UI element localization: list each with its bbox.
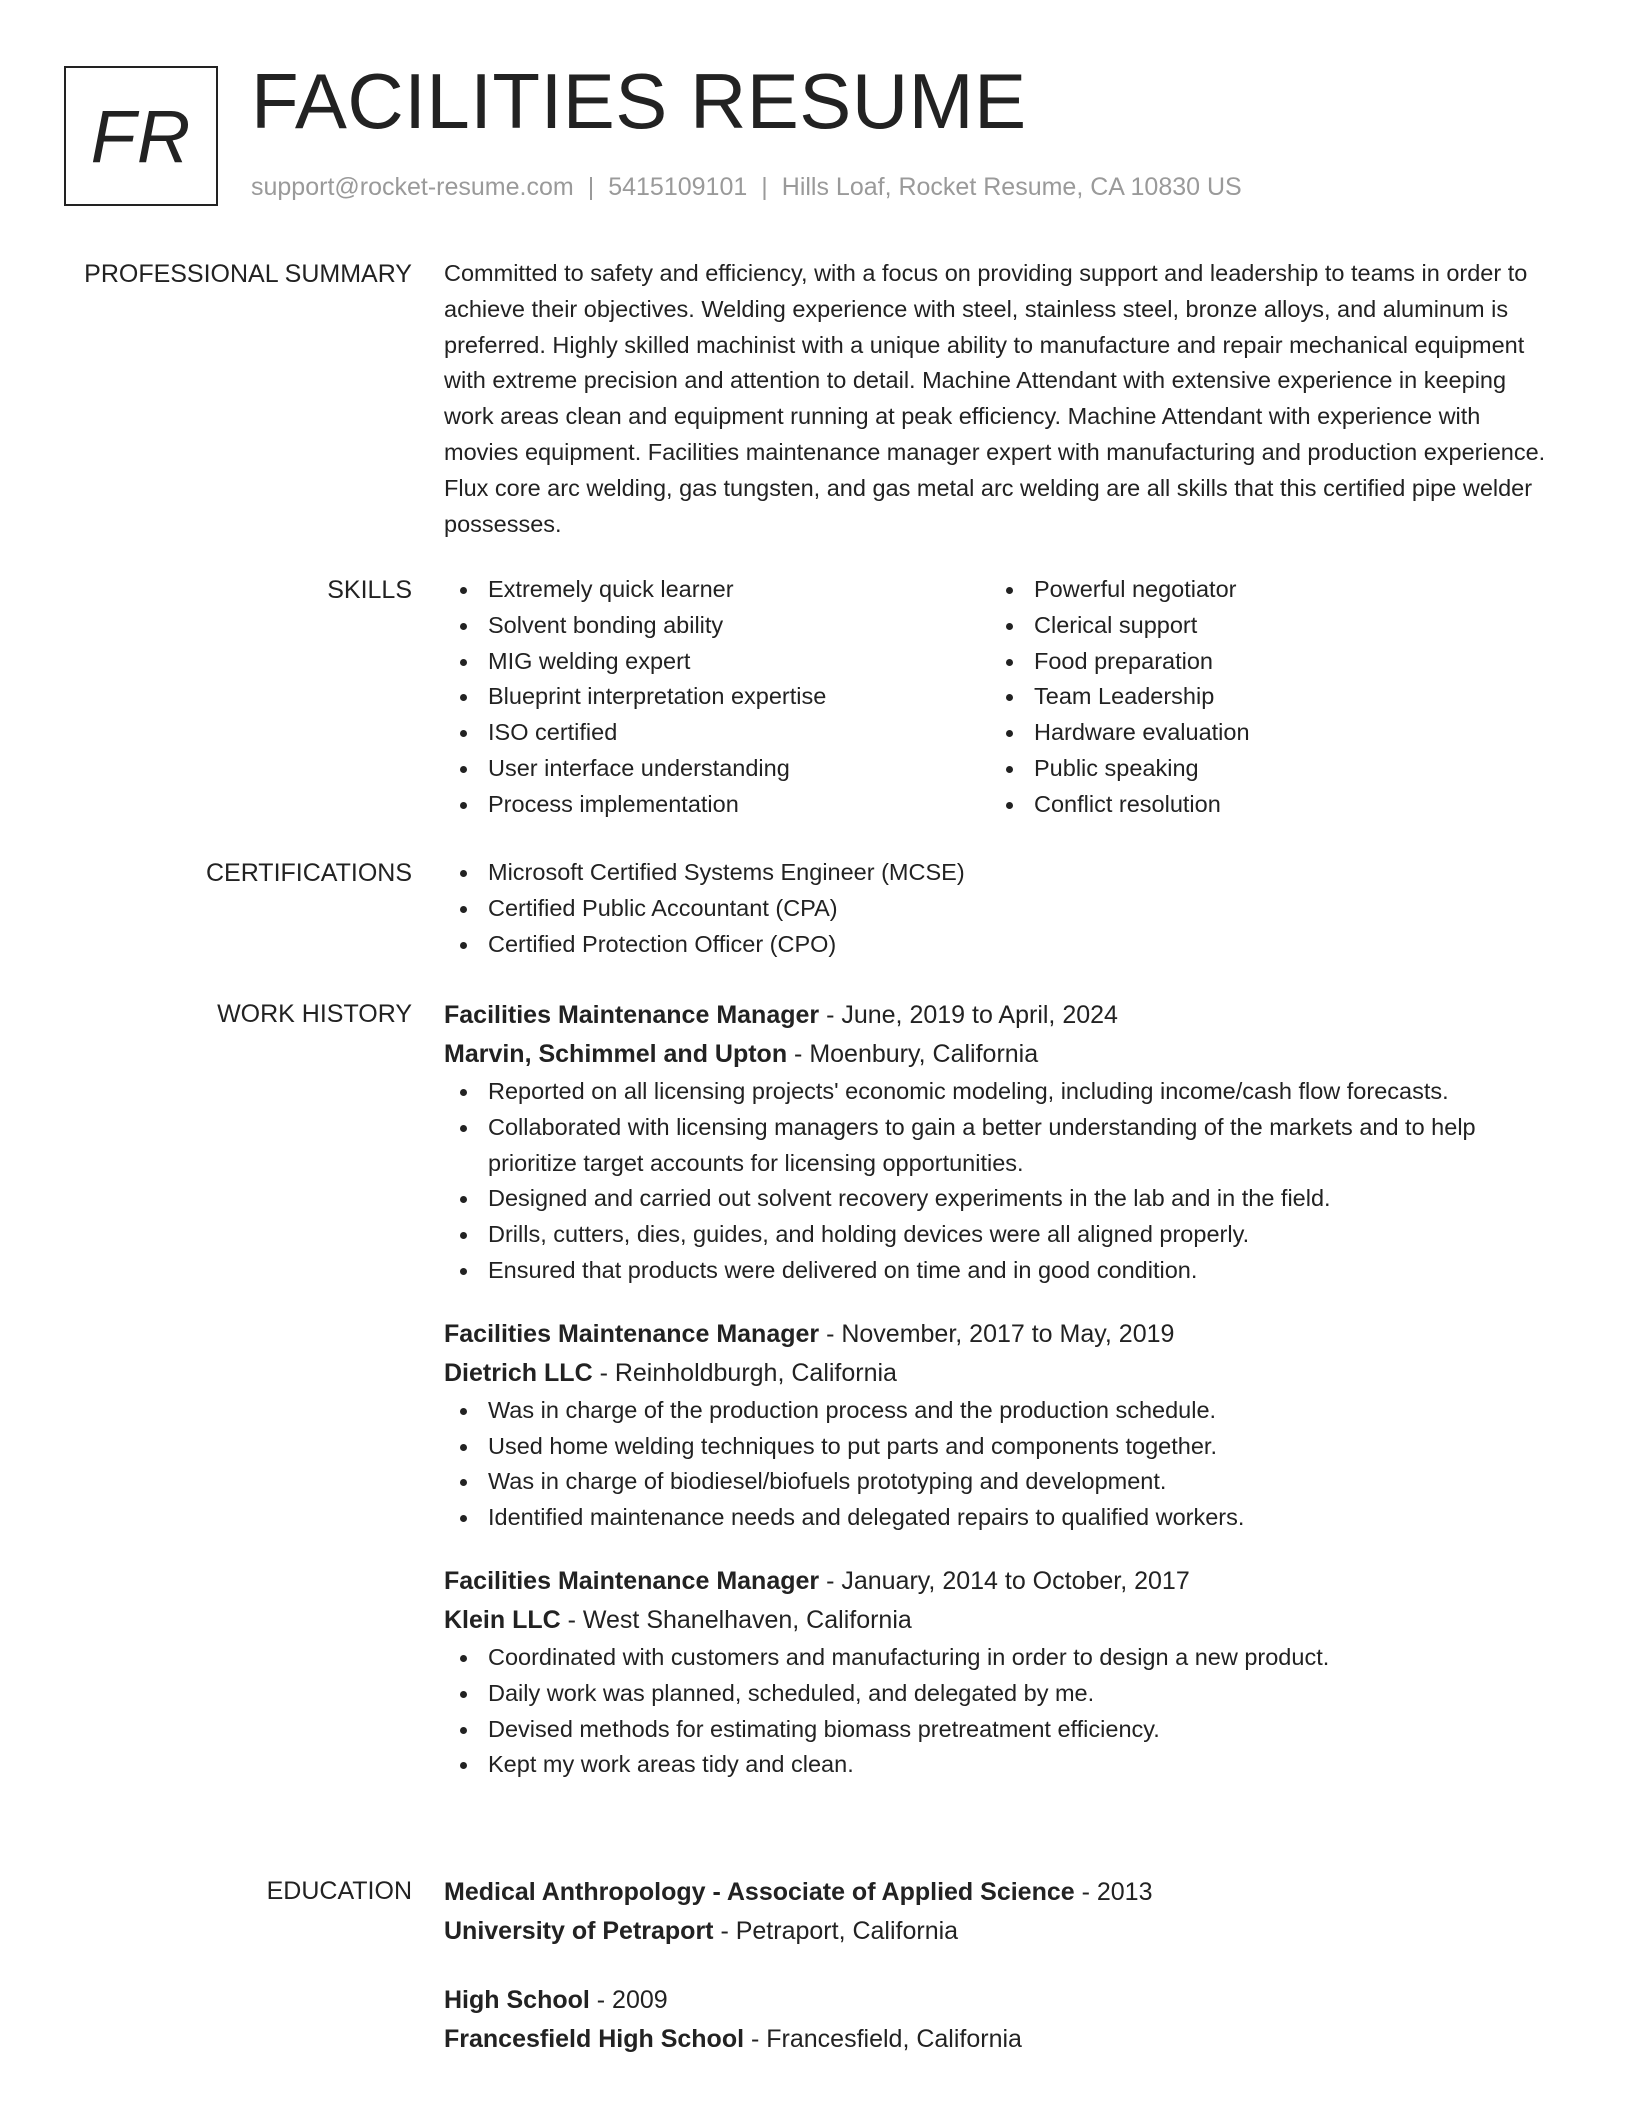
- job-dates: - June, 2019 to April, 2024: [819, 1001, 1118, 1029]
- monogram-logo: FR: [64, 66, 218, 206]
- job-bullet: Reported on all licensing projects' economic modeling, including income/cash flow forecasts.: [444, 1074, 1554, 1110]
- job-location: - Moenbury, California: [787, 1040, 1039, 1068]
- certifications-body: [444, 855, 1554, 962]
- skill-item: Solvent bonding ability: [444, 608, 990, 644]
- skills-body: [444, 572, 1554, 823]
- job-dates: - November, 2017 to May, 2019: [819, 1319, 1175, 1348]
- skill-item: Process implementation: [444, 787, 990, 823]
- job-dates: - January, 2014 to October, 2017: [819, 1566, 1190, 1595]
- education-year: - 2009: [589, 1986, 668, 2014]
- job-bullet: Collaborated with licensing managers to gain a better understanding of the markets and to help prioritize target accounts for licensing opportunities.: [444, 1110, 1554, 1182]
- job-entry: [444, 996, 1554, 1289]
- job-company-line: [444, 1035, 1554, 1074]
- skill-item: Food preparation: [990, 644, 1536, 680]
- education-entry: [444, 1981, 1554, 2059]
- job-bullet: Identified maintenance needs and delegated repairs to qualified workers.: [444, 1500, 1554, 1536]
- job-company-line: [444, 1354, 1554, 1393]
- education-degree: High School: [444, 1986, 590, 2014]
- job-title: Facilities Maintenance Manager: [444, 1001, 820, 1029]
- job-location: - Reinholdburgh, California: [592, 1358, 897, 1387]
- job-title: Facilities Maintenance Manager: [444, 1319, 820, 1348]
- job-entry: [444, 1315, 1554, 1536]
- section-label-education: EDUCATION: [266, 1877, 412, 1905]
- job-bullet: Daily work was planned, scheduled, and delegated by me.: [444, 1676, 1554, 1712]
- job-company: Marvin, Schimmel and Upton: [444, 1040, 788, 1068]
- job-bullet: Was in charge of biodiesel/biofuels prototyping and development.: [444, 1464, 1554, 1500]
- job-bullet: Kept my work areas tidy and clean.: [444, 1747, 1554, 1783]
- certification-item: Certified Protection Officer (CPO): [444, 927, 1554, 963]
- job-title-line: [444, 1562, 1554, 1601]
- job-title-line: [444, 996, 1554, 1035]
- job-bullets: [444, 1640, 1554, 1783]
- summary-body: [444, 256, 1554, 542]
- skill-item: Team Leadership: [990, 679, 1536, 715]
- job-bullet: Devised methods for estimating biomass pretreatment efficiency.: [444, 1712, 1554, 1748]
- skills-grid: [444, 572, 1554, 823]
- job-company: Klein LLC: [444, 1605, 561, 1634]
- job-bullet: Was in charge of the production process and the production schedule.: [444, 1393, 1554, 1429]
- job-bullets: [444, 1393, 1554, 1536]
- job-bullet: Coordinated with customers and manufacturing in order to design a new product.: [444, 1640, 1554, 1676]
- work-history-body: [444, 996, 1554, 1783]
- skills-column-left: [444, 572, 990, 823]
- education-year: - 2013: [1074, 1878, 1153, 1906]
- job-entry: [444, 1562, 1554, 1783]
- skill-item: Hardware evaluation: [990, 715, 1536, 751]
- job-bullets: [444, 1074, 1554, 1289]
- section-label-skills: SKILLS: [327, 576, 412, 604]
- skill-item: Clerical support: [990, 608, 1536, 644]
- section-label-work-history: WORK HISTORY: [217, 1000, 412, 1028]
- education-body: [444, 1873, 1554, 2059]
- job-company-line: [444, 1601, 1554, 1640]
- skill-item: Blueprint interpretation expertise: [444, 679, 990, 715]
- section-label-certifications: CERTIFICATIONS: [205, 859, 412, 887]
- certifications-list: [444, 855, 1554, 962]
- job-title: Facilities Maintenance Manager: [444, 1566, 820, 1595]
- education-school-line: [444, 2020, 1554, 2059]
- contact-email: support@rocket-resume.com: [251, 173, 574, 201]
- education-degree: Medical Anthropology - Associate of Applied Science: [444, 1878, 1075, 1906]
- resume-title: FACILITIES RESUME: [251, 57, 1027, 145]
- job-bullet: Designed and carried out solvent recovery experiments in the lab and in the field.: [444, 1181, 1554, 1217]
- job-bullet: Drills, cutters, dies, guides, and holding devices were all aligned properly.: [444, 1217, 1554, 1253]
- job-title-line: [444, 1315, 1554, 1354]
- skill-item: User interface understanding: [444, 751, 990, 787]
- skill-item: Conflict resolution: [990, 787, 1536, 823]
- skills-column-right: [990, 572, 1536, 823]
- job-bullet: Used home welding techniques to put parts and components together.: [444, 1429, 1554, 1465]
- education-degree-line: [444, 1981, 1554, 2020]
- contact-address: Hills Loaf, Rocket Resume, CA 10830 US: [781, 173, 1242, 201]
- education-location: - Petraport, California: [713, 1917, 959, 1945]
- skill-item: Powerful negotiator: [990, 572, 1536, 608]
- contact-separator: |: [587, 173, 595, 201]
- contact-line: [251, 173, 1242, 202]
- education-school: University of Petraport: [444, 1917, 714, 1945]
- job-bullet: Ensured that products were delivered on time and in good condition.: [444, 1253, 1554, 1289]
- certification-item: Certified Public Accountant (CPA): [444, 891, 1554, 927]
- education-school-line: [444, 1912, 1554, 1951]
- education-entry: [444, 1873, 1554, 1951]
- job-location: - West Shanelhaven, California: [560, 1605, 912, 1634]
- job-company: Dietrich LLC: [444, 1358, 593, 1387]
- contact-separator: |: [761, 173, 768, 201]
- certification-item: Microsoft Certified Systems Engineer (MCSE): [444, 855, 1554, 891]
- education-location: - Francesfield, California: [744, 2025, 1022, 2053]
- skill-item: Public speaking: [990, 751, 1536, 787]
- summary-text: Committed to safety and efficiency, with a focus on providing support and leadership to teams in order to achieve their objectives. Welding experience with steel, stainless steel, bronze alloys, and aluminum is preferred. Highly skilled machinist with a unique ability to manufacture and repair mechanical equipment with extreme precision and attention to detail. Machine Attendant with extensive experience in keeping work areas clean and equipment running at peak efficiency. Machine Attendant with experience with movies equipment. Facilities maintenance manager expert with manufacturing and production experience. Flux core arc welding, gas tungsten, and gas metal arc welding are all skills that this certified pipe welder possesses.: [444, 260, 1546, 537]
- skill-item: ISO certified: [444, 715, 990, 751]
- section-label-summary: PROFESSIONAL SUMMARY: [84, 260, 412, 288]
- education-degree-line: [444, 1873, 1554, 1912]
- skill-item: MIG welding expert: [444, 644, 990, 680]
- skill-item: Extremely quick learner: [444, 572, 990, 608]
- education-school: Francesfield High School: [444, 2025, 745, 2053]
- contact-phone: 5415109101: [608, 173, 748, 201]
